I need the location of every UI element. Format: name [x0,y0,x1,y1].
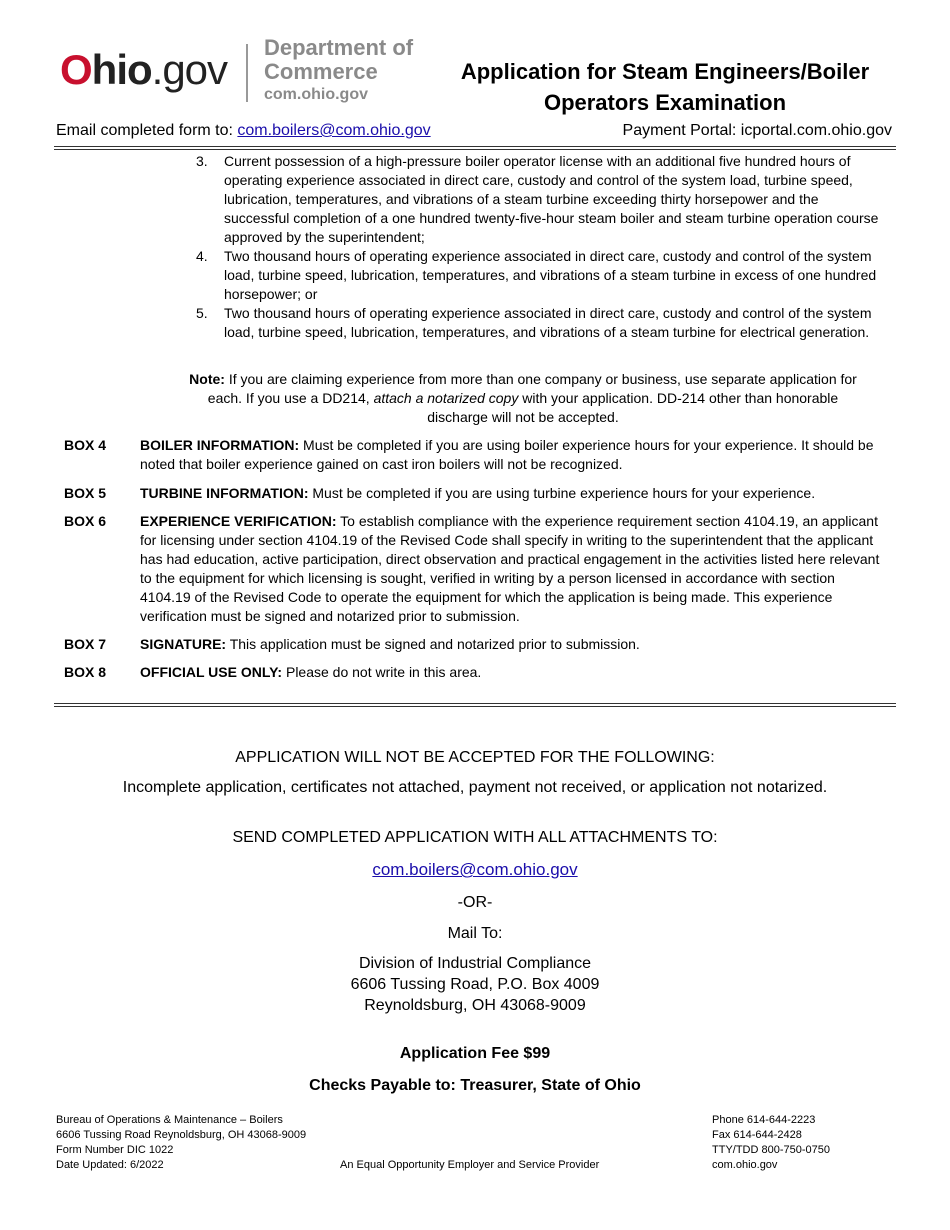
header-rule [54,146,896,150]
box-4 [64,436,884,474]
not-accepted-heading: APPLICATION WILL NOT BE ACCEPTED FOR THE FOLLOWING: [235,749,715,766]
item-number: 3. [196,153,208,169]
send-email-link[interactable]: com.boilers@com.ohio.gov [372,860,578,879]
footer-tty: TTY/TDD 800-750-0750 [712,1144,830,1156]
or-text: -OR- [457,894,493,911]
payment-portal: Payment Portal: icportal.com.ohio.gov [622,122,892,139]
list-item [196,304,886,342]
box-text: Must be completed if you are using turbine experience hours for your experience. [308,485,816,501]
note [180,370,866,427]
footer-right [712,1113,830,1173]
dept-line1: Department of [264,35,414,60]
address-line2: 6606 Tussing Road, P.O. Box 4009 [350,976,600,993]
footer-fax: Fax 614-644-2428 [712,1129,802,1141]
section-rule [54,703,896,707]
box-heading: OFFICIAL USE ONLY: [140,664,283,680]
box-8 [64,663,884,682]
list-item [196,152,886,247]
send-heading: SEND COMPLETED APPLICATION WITH ALL ATTACHMENTS TO: [232,829,718,846]
box-label: BOX 6 [64,513,107,529]
item-text: Two thousand hours of operating experience associated in direct care, custody and control of the system load, turbine speed, lubrication, temperatures, and vibrations of a steam turbine in excess of one hundred horsepower; or [224,248,877,302]
not-accepted-text: Incomplete application, certificates not attached, payment not received, or application not notarized. [122,779,828,796]
footer-form-number: Form Number DIC 1022 [56,1144,174,1156]
logo-hio: hio [91,46,152,93]
footer-center: An Equal Opportunity Employer and Service Provider [340,1159,600,1171]
box-label: BOX 5 [64,485,107,501]
box-5 [64,484,884,503]
department-logo [264,36,413,106]
footer-phone: Phone 614-644-2223 [712,1114,816,1126]
footer-bureau: Bureau of Operations & Maintenance – Boilers [56,1114,283,1126]
note-text: If you are claiming experience from more than one company or business, use separate application for each. If you use a DD214, [207,371,857,406]
ohio-gov-logo [60,44,227,96]
item-number: 5. [196,305,208,321]
email-line [56,122,431,140]
logo-divider [246,44,248,102]
address-line3: Reynoldsburg, OH 43068-9009 [364,997,586,1014]
box-heading: BOILER INFORMATION: [140,437,300,453]
note-text: with your application. DD-214 other than honorable discharge will not be accepted. [427,390,839,425]
note-label: Note: [189,371,225,387]
box-heading: EXPERIENCE VERIFICATION: [140,513,337,529]
box-7 [64,635,884,654]
mail-to-label: Mail To: [447,925,503,942]
box-text: To establish compliance with the experience requirement section 4104.19, an applicant for licensing under section 4104.19 of the Revised Code shall specify in writing to the superintendent that the applicant has had education, active participation, direct observation and practical engagement in the activities listed here relevant to the equipment for which licensing is sought, verified in writing by a person licensed in accordance with section 4104.19 of the Revised Code to operate the equipment for which the application is being made. This experience verification must be signed and notarized prior to submission. [140,513,880,624]
email-link[interactable]: com.boilers@com.ohio.gov [237,122,431,139]
box-text: This application must be signed and notarized prior to submission. [226,636,640,652]
box-label: BOX 7 [64,636,107,652]
dept-line2: Commerce [264,59,378,84]
send-email-row [0,860,950,880]
box-heading: TURBINE INFORMATION: [140,485,309,501]
box-label: BOX 8 [64,664,107,680]
footer-date-updated: Date Updated: 6/2022 [56,1159,164,1171]
box-6 [64,512,884,626]
checks-payable: Checks Payable to: Treasurer, State of Ohio [309,1077,641,1094]
address-line1: Division of Industrial Compliance [358,955,592,972]
note-italic: attach a notarized copy [373,390,519,406]
box-label: BOX 4 [64,437,107,453]
footer-left [56,1113,306,1173]
item-text: Current possession of a high-pressure boiler operator license with an additional five hundred hours of operating experience associated in direct care, custody and control of the system load, turbine speed, lubrication, temperatures, and vibrations of a steam turbine exceeding thirty horsepower and the successful completion of a one hundred twenty-five-hour steam boiler and steam turbine operation course approved by the superintendent; [224,153,879,245]
list-item [196,247,886,304]
logo-gov: .gov [151,46,228,93]
footer-website: com.ohio.gov [712,1159,778,1171]
item-text: Two thousand hours of operating experience associated in direct care, custody and control of the system load, turbine speed, lubrication, temperatures, and vibrations of a steam turbine for electrical generation. [224,305,872,340]
box-text: Please do not write in this area. [282,664,482,680]
page-title: Application for Steam Engineers/Boiler Operators Examination [460,59,870,115]
email-label: Email completed form to: [56,122,233,139]
logo-o: O [60,46,92,93]
box-heading: SIGNATURE: [140,636,227,652]
box-text: Must be completed if you are using boiler experience hours for your experience. It should be noted that boiler experience gained on cast iron boilers will not be recognized. [140,437,874,472]
footer-address: 6606 Tussing Road Reynoldsburg, OH 43068-9009 [56,1129,307,1141]
dept-line3: com.ohio.gov [264,86,368,103]
item-number: 4. [196,248,208,264]
application-fee: Application Fee $99 [399,1045,551,1062]
